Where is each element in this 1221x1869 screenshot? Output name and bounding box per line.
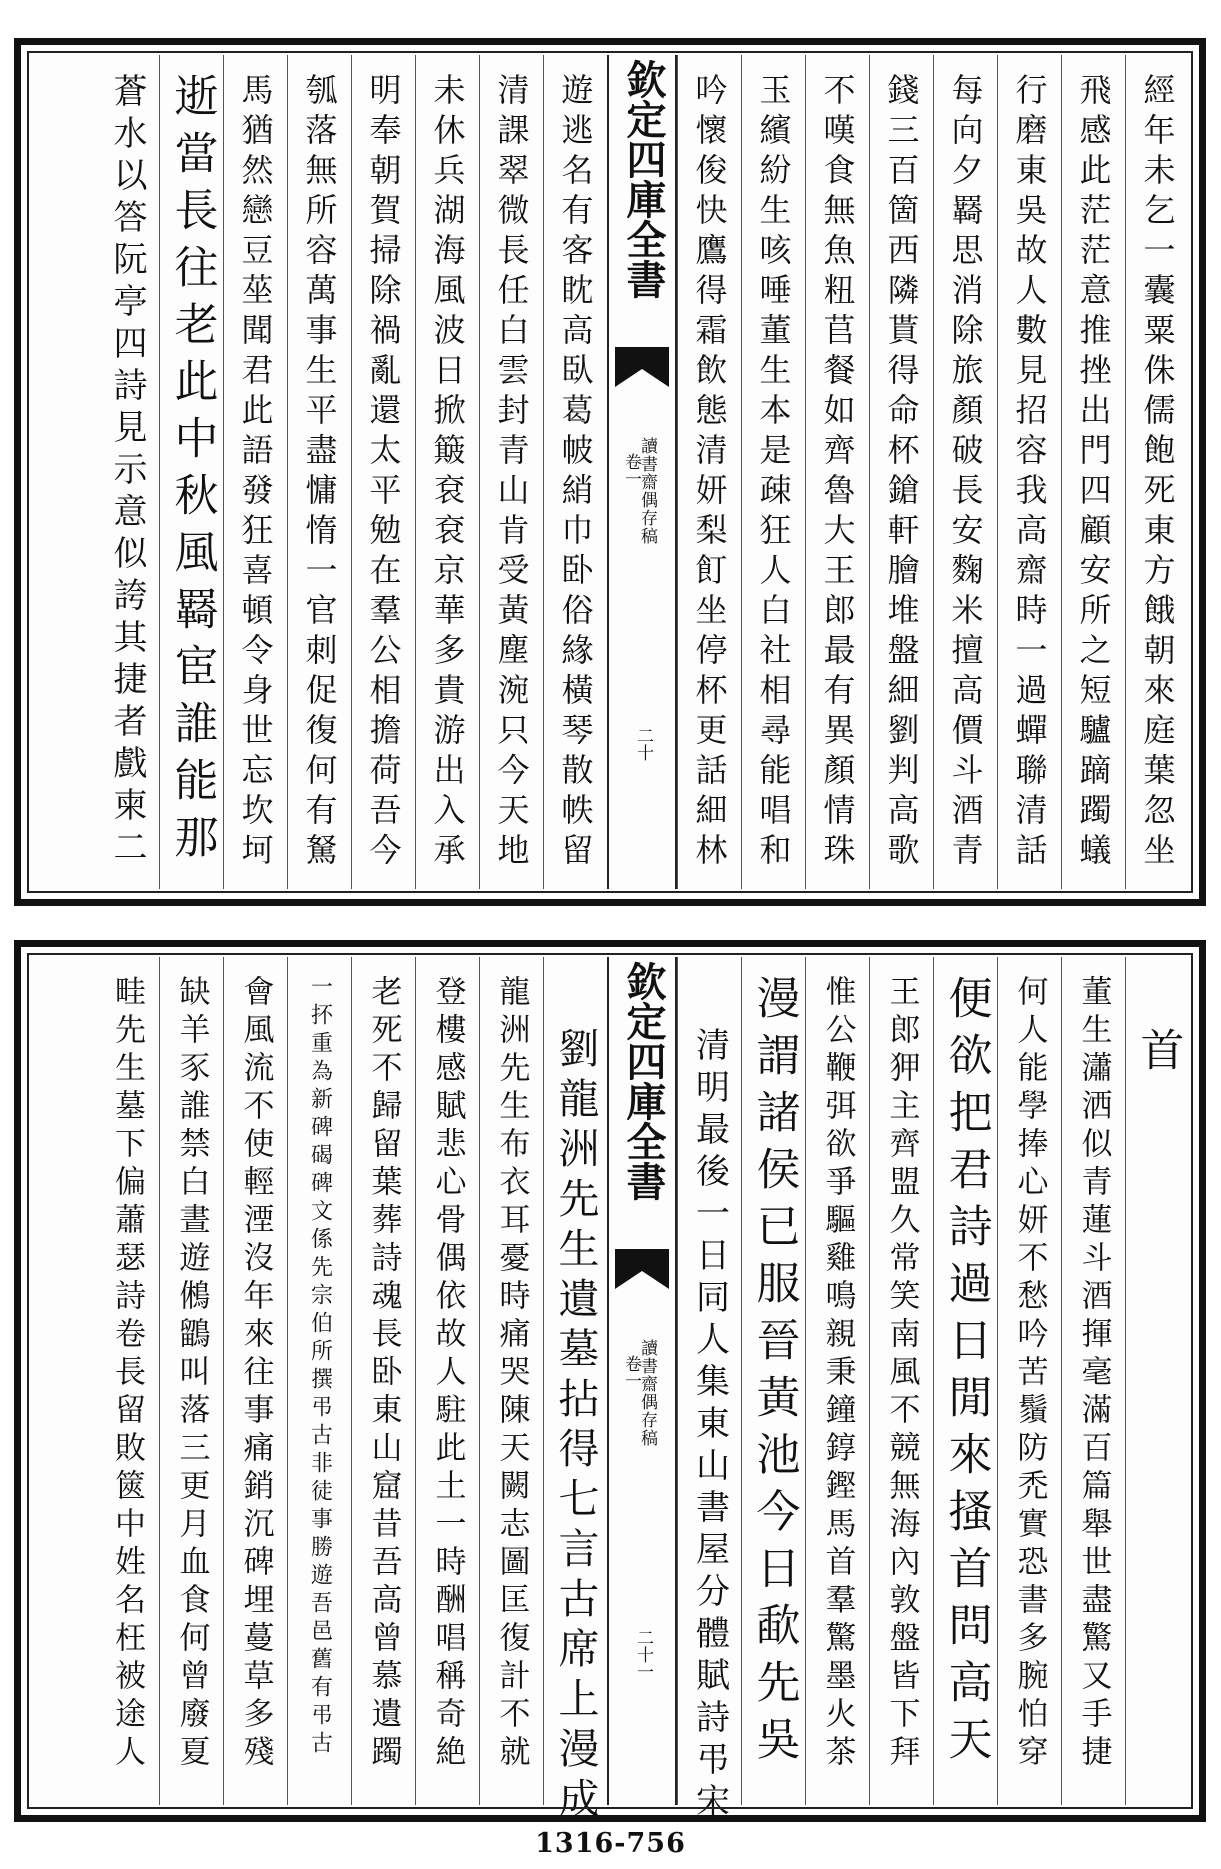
volume-label: 卷一 <box>621 1355 641 1389</box>
text-column: 何人能學捧心妍不愁吟苦鬚防禿實恐書多腕怕穿 <box>997 957 1061 1805</box>
fish-tail-mark-icon <box>615 1249 669 1289</box>
book-name: 讀書齋偶存稿 <box>637 437 657 545</box>
volume-label: 卷一 <box>621 453 641 487</box>
text-column: 一抔重為新碑碣碑文係先宗伯所撰弔古非徒事勝遊吾邑舊有弔古 <box>287 957 351 1805</box>
text-column: 登樓感賦悲心骨偶依故人駐此土一時酬唱稱奇絶 <box>415 957 479 1805</box>
fish-tail-mark-icon <box>615 347 669 387</box>
book-name: 讀書齋偶存稿 <box>637 1339 657 1447</box>
top-page <box>14 38 1206 906</box>
text-column: 清明最後一日同人集東山書屋分體賦詩弔宋 <box>677 957 741 1805</box>
folio-number: 二十一 <box>633 1629 653 1680</box>
text-column: 玉繽紛生咳唾董生本是疎狂人白社相尋能唱和 <box>741 55 805 889</box>
text-column: 飛感此茫茫意推挫出門四顧安所之短驢蹢躅蟻 <box>1061 55 1125 889</box>
text-column: 經年未乞一囊粟侏儒飽死東方餓朝來庭葉忽坐 <box>1125 55 1189 889</box>
text-column: 畦先生墓下偏蕭瑟詩卷長留敗篋中姓名枉被途人 <box>109 975 145 1773</box>
text-column: 錢三百箇西隣貰得命杯鎗軒膾堆盤細劉判高歌 <box>869 55 933 889</box>
text-column: 每向夕羇思消除旅顏破長安麴米擅高價斗酒青 <box>933 55 997 889</box>
text-column: 馬猶然戀豆莝聞君此語發狂喜頓令身世忘坎坷 <box>223 55 287 889</box>
center-margin <box>607 957 677 1805</box>
text-column: 首 <box>1125 957 1189 1805</box>
text-column: 老死不歸留葉葬詩魂長卧東山窟昔吾高曾慕遺躅 <box>351 957 415 1805</box>
text-column: 逝當長往老此中秋風羇宦誰能那 <box>159 55 223 889</box>
folio-number: 二十 <box>633 727 653 761</box>
text-column: 便欲把君詩過日閒來搔首問高天 <box>933 957 997 1805</box>
text-column: 清課翠微長任白雲封青山肯受黃塵涴只今天地 <box>479 55 543 889</box>
text-column: 行磨東吳故人數見招容我高齋時一過蟬聯清話 <box>997 55 1061 889</box>
text-column: 未休兵湖海風波日掀簸袞袞京華多貴游出入承 <box>415 55 479 889</box>
text-column: 漫謂諸侯已服晉黃池今日歃先吳 <box>741 957 805 1805</box>
bottom-page <box>14 940 1206 1827</box>
page-number: 1316-756 <box>535 1828 686 1859</box>
text-column: 會風流不使輕湮沒年來往事痛銷沉碑埋蔓草多殘 <box>223 957 287 1805</box>
text-column: 不嘆食無魚粈苢餐如齊魯大王郎最有異顏情珠 <box>805 55 869 889</box>
text-column: 蒼水以答阮亭四詩見示意似誇其捷者戲柬二 <box>107 73 147 871</box>
text-column: 遊逃名有客眈高臥葛帔綃巾卧俗緣橫琴散帙留 <box>543 55 607 889</box>
top-columns <box>31 55 1189 889</box>
text-column: 龍洲先生布衣耳憂時痛哭陳天闕志圖匡復計不就 <box>479 957 543 1805</box>
book-title: 欽定四庫全書 <box>620 59 667 299</box>
text-column: 瓠落無所容萬事生平盡慵惰一官刺促復何有駑 <box>287 55 351 889</box>
book-title: 欽定四庫全書 <box>620 961 667 1201</box>
center-margin <box>607 55 677 889</box>
text-column: 王郎狎主齊盟久常笑南風不競無海內敦盤皆下拜 <box>869 957 933 1805</box>
text-column: 吟懷俊快鷹得霜飲態清妍梨飣坐停杯更話細林 <box>677 55 741 889</box>
text-column: 惟公鞭弭欲爭驅雞鳴親秉鐘錞鏗馬首羣驚墨火茶 <box>805 957 869 1805</box>
bottom-columns <box>31 957 1189 1827</box>
text-column: 缺羊豕誰禁白晝遊鵂鶹叫落三更月血食何曾廢夏 <box>159 957 223 1805</box>
text-column: 明奉朝賀掃除禍亂還太平勉在羣公相擔荷吾今 <box>351 55 415 889</box>
text-column: 劉龍洲先生遺墓拈得七言古席上漫成 <box>543 957 607 1805</box>
text-column: 董生瀟洒似青蓮斗酒揮毫滿百篇舉世盡驚又手捷 <box>1061 957 1125 1805</box>
